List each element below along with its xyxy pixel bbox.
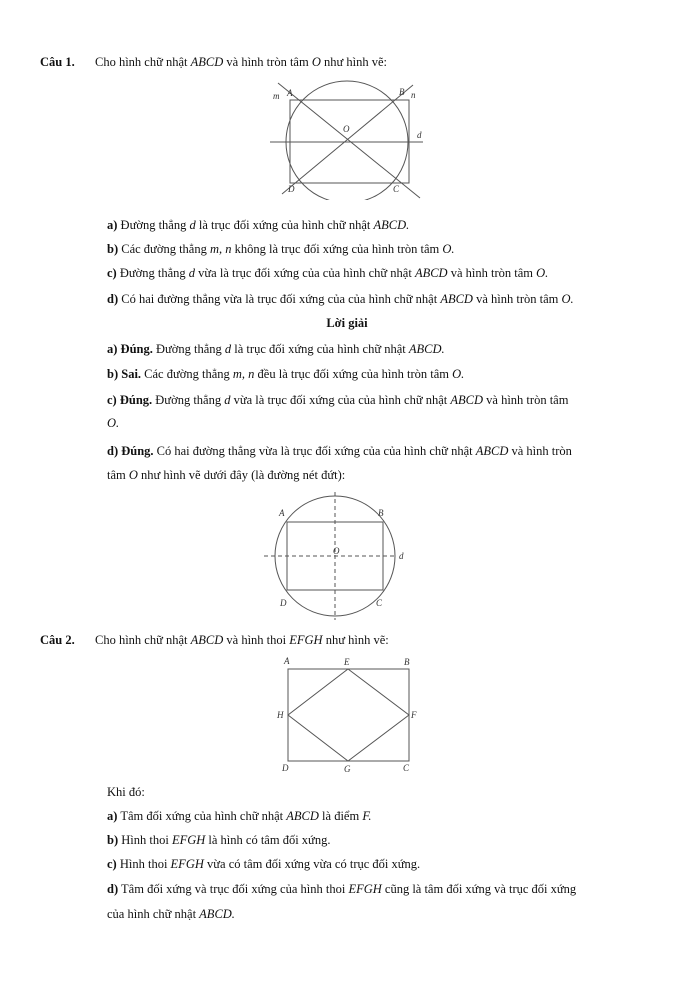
- q2-option-d-text2: cũng là tâm đối xứng và trục đối xứng: [384, 882, 577, 896]
- q1-option-a-var1: d: [189, 218, 196, 232]
- q1-solution-b-var2: O.: [452, 367, 465, 381]
- fig1-label-d: D: [288, 184, 295, 194]
- q2-stem: [40, 632, 389, 648]
- fig1-label-d-line: d: [417, 130, 422, 140]
- fig3-label-c: C: [403, 763, 410, 773]
- q1-option-a-text1: Đường thẳng: [120, 218, 187, 232]
- q1-stem-text-c: như hình vẽ:: [323, 55, 387, 69]
- q2-option-b-text1: Hình thoi: [121, 833, 169, 847]
- fig1-label-c: C: [393, 184, 400, 194]
- q1-solution-a-key: a) Đúng.: [107, 342, 153, 356]
- q2-intro: Khi đó:: [107, 785, 145, 799]
- q2-label: Câu 2.: [40, 633, 75, 647]
- q1-solution-d-text1: Có hai đường thẳng vừa là trục đối xứng của của hình chữ nhật: [156, 444, 473, 458]
- q1-solution-a: [107, 341, 445, 357]
- q2-stem-text-b: và hình thoi: [226, 633, 287, 647]
- q2-option-a-text1: Tâm đối xứng của hình chữ nhật: [120, 809, 284, 823]
- q1-solution-c-text3: và hình tròn tâm: [486, 393, 569, 407]
- figure-rectangle-circle-axes: [270, 80, 430, 200]
- q1-option-a-key: a): [107, 218, 118, 232]
- q2-stem-text-a: Cho hình chữ nhật: [94, 633, 188, 647]
- q1-solution-d-var1: ABCD: [475, 444, 509, 458]
- fig1-label-a: A: [287, 88, 293, 98]
- q2-stem-text-c: như hình vẽ:: [325, 633, 389, 647]
- fig3-label-h: H: [277, 710, 284, 720]
- q1-option-b-var2: O.: [442, 242, 455, 256]
- q1-solution-d-var3: O: [128, 468, 138, 482]
- q2-option-b-var1: EFGH: [171, 833, 206, 847]
- q1-option-c-text3: và hình tròn tâm: [450, 266, 533, 280]
- q2-option-a-text2: là điểm: [322, 809, 360, 823]
- q1-option-a-var2: ABCD.: [373, 218, 410, 232]
- q1-solution-a-var1: d: [224, 342, 232, 356]
- q1-label: Câu 1.: [40, 55, 75, 69]
- q1-solution-b-key: b) Sai.: [107, 367, 142, 381]
- q1-option-d-key: d): [107, 292, 119, 306]
- fig2-label-d-line: d: [399, 551, 404, 561]
- q1-stem-text-b: và hình tròn tâm: [226, 55, 309, 69]
- q1-option-a: [107, 217, 409, 233]
- fig3-label-f: F: [411, 710, 417, 720]
- q2-option-d-text1: Tâm đối xứng và trục đối xứng của hình thoi: [121, 882, 346, 896]
- q2-option-c-text2: vừa có tâm đối xứng vừa có trục đối xứng.: [207, 857, 421, 871]
- q1-solution-d-text3: tâm: [107, 468, 126, 482]
- q1-option-d-text2: và hình tròn tâm: [476, 292, 559, 306]
- q1-option-c-var1: d: [188, 266, 196, 280]
- fig3-rectangle: [288, 669, 409, 761]
- q2-option-d-var3: ABCD.: [199, 907, 235, 921]
- q2-option-a-var2: F.: [362, 809, 372, 823]
- q1-stem-text-a: Cho hình chữ nhật: [94, 55, 188, 69]
- fig2-label-a: A: [279, 508, 285, 518]
- fig1-label-n: n: [411, 90, 416, 100]
- q1-solution-c-var2: ABCD: [450, 393, 484, 407]
- fig2-label-c: C: [376, 598, 383, 608]
- fig3-label-g: G: [344, 764, 351, 774]
- q1-solution-d-cont: [107, 467, 345, 483]
- q1-option-b-var1: m, n: [209, 242, 232, 256]
- q2-option-c-key: c): [107, 857, 117, 871]
- q1-option-c-var3: O.: [536, 266, 549, 280]
- q1-solution-c-text1: Đường thẳng: [155, 393, 222, 407]
- q2-option-b-key: b): [107, 833, 119, 847]
- q1-option-b: [107, 241, 455, 257]
- q1-solution-c-text2: vừa là trục đối xứng của của hình chữ nhật: [233, 393, 448, 407]
- fig1-label-b: B: [399, 87, 405, 97]
- q2-option-d-cont: [107, 906, 235, 922]
- q1-solution-d-text2: và hình tròn: [511, 444, 572, 458]
- q1-solution-c-var1: d: [224, 393, 231, 407]
- q2-option-d: [107, 881, 576, 897]
- q1-option-c-key: c): [107, 266, 117, 280]
- fig2-label-d: D: [280, 598, 287, 608]
- q1-solution-a-var2: ABCD.: [408, 342, 445, 356]
- q1-solution-a-text1: Đường thẳng: [155, 342, 222, 356]
- q1-solution-d-key: d) Đúng.: [107, 444, 154, 458]
- fig1-label-m: m: [273, 91, 280, 101]
- q1-option-d: [107, 291, 574, 307]
- fig1-label-o: O: [343, 124, 350, 134]
- q1-option-b-key: b): [107, 242, 119, 256]
- q1-solution-c-key: c) Đúng.: [107, 393, 153, 407]
- q2-option-c-var1: EFGH: [170, 857, 204, 871]
- q1-solution-c-var3: O.: [107, 416, 120, 430]
- q1-solution-b-text1: Các đường thẳng: [144, 367, 230, 381]
- figure-rectangle-circle-dashed-axes: [262, 492, 412, 620]
- q1-option-c-text1: Đường thẳng: [119, 266, 186, 280]
- q1-option-c: [107, 265, 548, 281]
- q2-option-a-var1: ABCD: [286, 809, 319, 823]
- q2-option-b-text2: là hình có tâm đối xứng.: [208, 833, 331, 847]
- fig2-label-b: B: [378, 508, 384, 518]
- q1-solution-b: [107, 366, 464, 382]
- q1-option-b-text2: không là trục đối xứng của hình tròn tâm: [234, 242, 440, 256]
- q1-solution-c: [107, 392, 568, 408]
- q1-solution-d: [107, 443, 572, 459]
- fig3-label-a: A: [284, 656, 290, 666]
- q1-option-a-text2: là trục đối xứng của hình chữ nhật: [198, 218, 371, 232]
- q2-option-d-key: d): [107, 882, 119, 896]
- q1-option-c-var2: ABCD: [414, 266, 448, 280]
- q2-option-d-text3: của hình chữ nhật: [107, 907, 197, 921]
- q2-option-c-text1: Hình thoi: [119, 857, 168, 871]
- q1-solution-b-var1: m, n: [232, 367, 255, 381]
- q1-option-d-text1: Có hai đường thẳng vừa là trục đối xứng của của hình chữ nhật: [121, 292, 438, 306]
- fig3-label-e: E: [344, 657, 350, 667]
- q1-option-b-text1: Các đường thẳng: [121, 242, 207, 256]
- q2-stem-abcd: ABCD: [190, 633, 224, 647]
- fig3-label-b: B: [404, 657, 410, 667]
- q1-solution-a-text2: là trục đối xứng của hình chữ nhật: [234, 342, 406, 356]
- q2-option-d-var1: EFGH: [348, 882, 382, 896]
- fig3-label-d: D: [282, 763, 289, 773]
- q1-solution-b-text2: đều là trục đối xứng của hình tròn tâm: [257, 367, 449, 381]
- fig3-rhombus: [288, 669, 409, 761]
- q1-solution-c-cont: [107, 415, 119, 431]
- q1-stem-abcd: ABCD: [190, 55, 224, 69]
- q1-option-c-text2: vừa là trục đối xứng của của hình chữ nhật: [198, 266, 412, 280]
- q1-stem: [40, 54, 387, 70]
- solution-title: Lời giải: [326, 316, 368, 330]
- q2-stem-efgh: EFGH: [289, 633, 323, 647]
- figure-rectangle-rhombus: [272, 655, 422, 775]
- q2-option-c: [107, 856, 420, 872]
- q2-option-b: [107, 832, 330, 848]
- q2-option-a: [107, 808, 371, 824]
- fig2-label-o: O: [333, 546, 340, 556]
- q1-option-d-var1: ABCD: [440, 292, 473, 306]
- q1-stem-o: O: [311, 55, 321, 69]
- q1-option-d-var2: O.: [561, 292, 574, 306]
- q2-option-a-key: a): [107, 809, 118, 823]
- q1-solution-d-text4: như hình vẽ dưới đây (là đường nét đứt):: [141, 468, 346, 482]
